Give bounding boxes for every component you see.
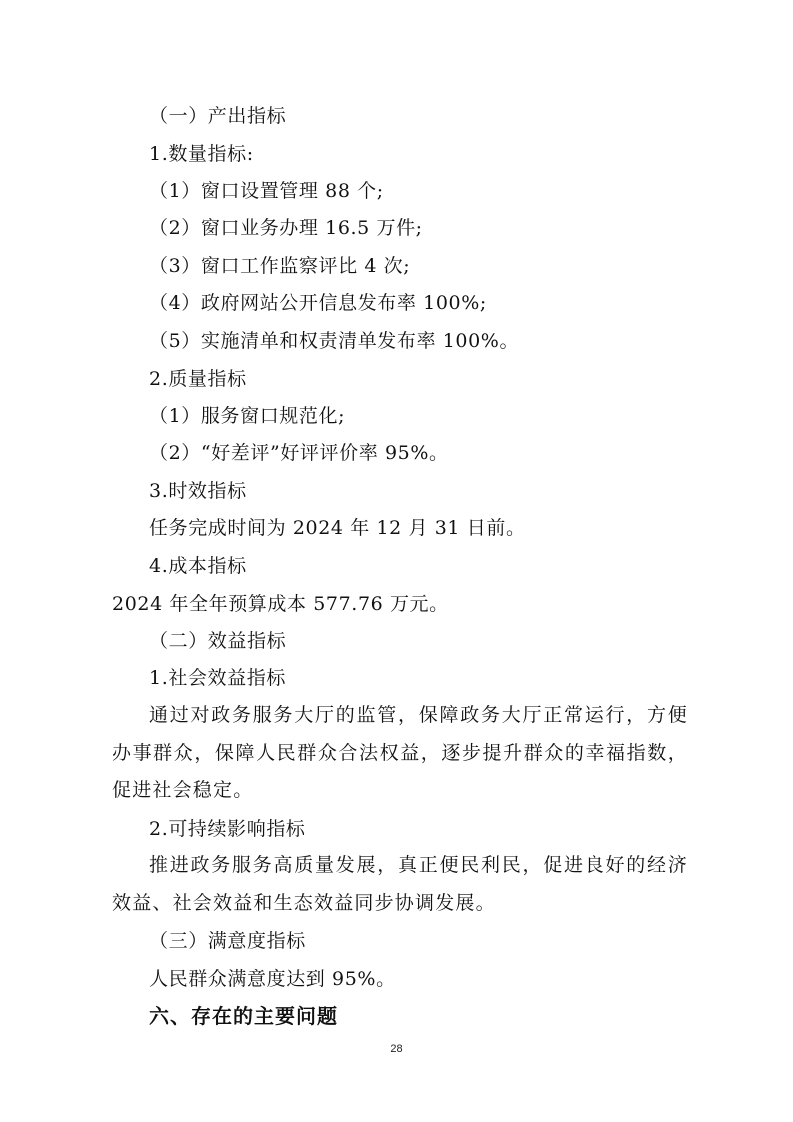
list-item: （4）政府网站公开信息发布率 100%; <box>149 292 487 314</box>
body-text: 任务完成时间为 2024 年 12 月 31 日前。 <box>149 517 526 539</box>
paragraph-sustainable-impact: 推进政务服务高质量发展，真正便民利民，促进良好的经济效益、社会效益和生态效益同步协调发展。 <box>112 854 688 914</box>
subheading-timeliness-indicators: 3.时效指标 <box>149 480 247 502</box>
list-item: （3）窗口工作监察评比 4 次; <box>149 255 411 277</box>
section-heading-benefit-indicators: （二）效益指标 <box>149 630 287 652</box>
list-item: （5）实施清单和权责清单发布率 100%。 <box>149 330 520 352</box>
section-heading-output-indicators: （一）产出指标 <box>149 105 287 127</box>
subheading-quantity-indicators: 1.数量指标: <box>149 143 254 165</box>
list-item: （2）“好差评”好评评价率 95%。 <box>149 442 449 464</box>
list-item: （1）窗口设置管理 88 个; <box>149 180 384 202</box>
section-heading-satisfaction-indicators: （三）满意度指标 <box>149 930 306 952</box>
subheading-cost-indicators: 4.成本指标 <box>149 555 247 577</box>
body-text: 2024 年全年预算成本 577.76 万元。 <box>112 593 449 615</box>
page-number: 28 <box>390 1043 403 1055</box>
paragraph-social-benefit: 通过对政务服务大厅的监管，保障政务大厅正常运行，方便办事群众，保障人民群众合法权益，逐步提升群众的幸福指数，促进社会稳定。 <box>112 704 688 801</box>
subheading-quality-indicators: 2.质量指标 <box>149 368 247 390</box>
subheading-social-benefit-indicators: 1.社会效益指标 <box>149 667 286 689</box>
body-text: 人民群众满意度达到 95%。 <box>149 968 396 990</box>
list-item: （2）窗口业务办理 16.5 万件; <box>149 217 423 239</box>
subheading-sustainable-impact-indicators: 2.可持续影响指标 <box>149 818 306 840</box>
list-item: （1）服务窗口规范化; <box>149 405 346 427</box>
chapter-heading-main-problems: 六、存在的主要问题 <box>149 1004 338 1028</box>
